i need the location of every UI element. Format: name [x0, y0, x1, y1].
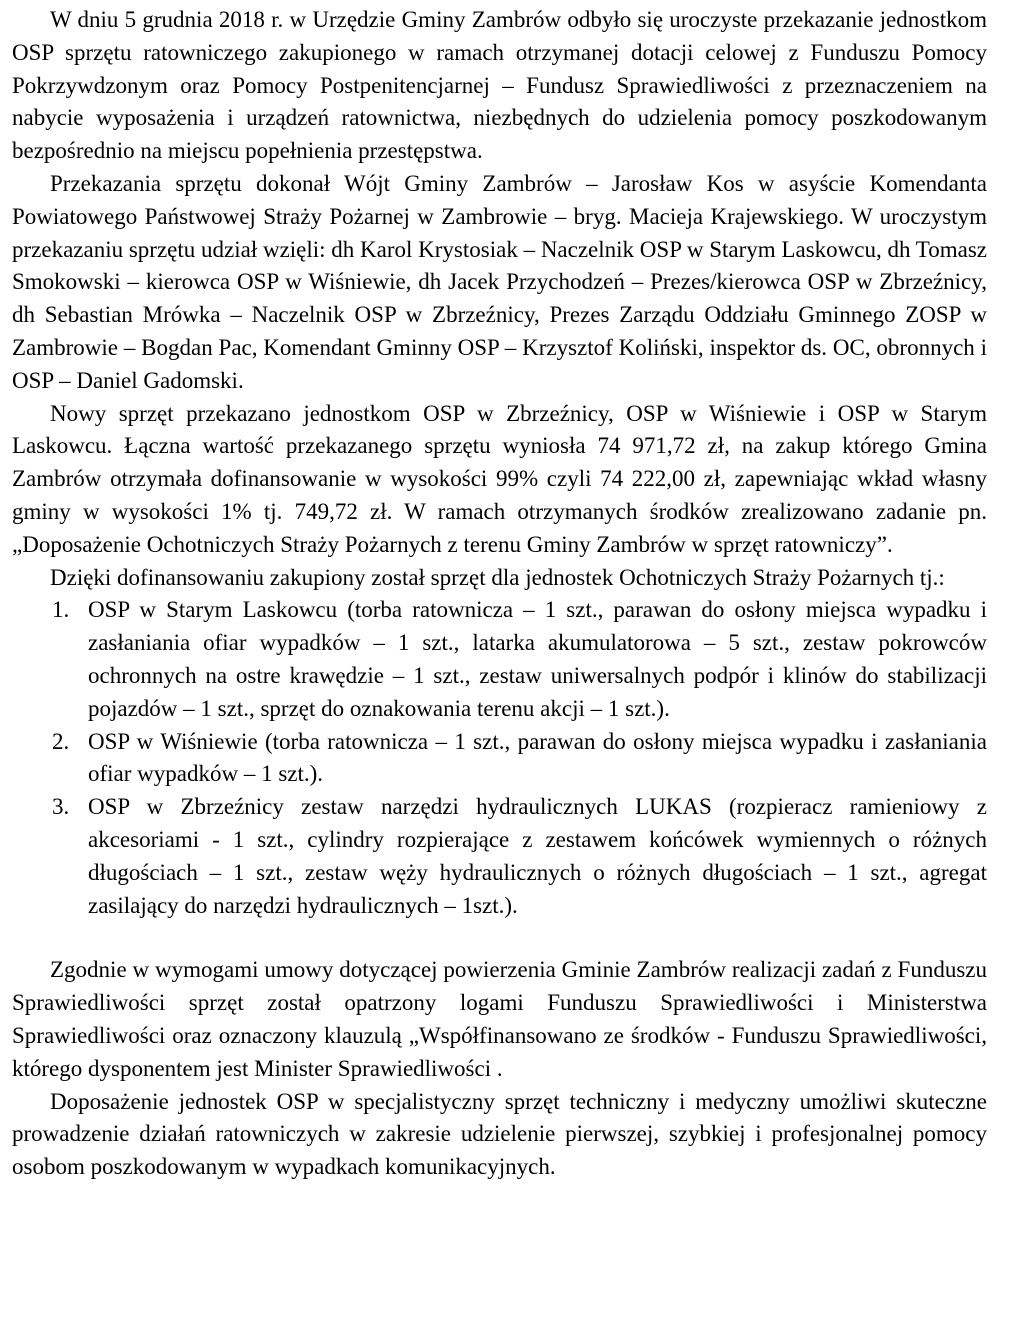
list-item-number: 1. [52, 597, 70, 623]
list-item-number: 3. [52, 794, 70, 820]
paragraph-funding: Nowy sprzęt przekazano jednostkom OSP w Zbrzeźnicy, OSP w Wiśniewie i OSP w Starym Laskowcu. Łączna wartość przekazanego sprzętu wyniosła 74 971,72 zł, na zakup którego Gmina Zambrów otrzymała dofinansowanie w wysokości 99% czyli 74 222,00 zł, zapewniając wkład własny gminy w wysokości 1% tj. 749,72 zł. W ramach otrzymanych środków zrealizowano zadanie pn. „Doposażenie Ochotniczych Straży Pożarnych z terenu Gminy Zambrów w sprzęt ratowniczy”. [12, 400, 987, 557]
list-item [12, 791, 987, 922]
list-item [12, 726, 987, 792]
list-item-text: OSP w Wiśniewie (torba ratownicza – 1 szt., parawan do osłony miejsca wypadku i zasłaniania ofiar wypadków – 1 szt.). [88, 728, 987, 787]
list-item [12, 594, 987, 725]
paragraph-conclusion: Doposażenie jednostek OSP w specjalistyczny sprzęt techniczny i medyczny umożliwi skuteczne prowadzenie działań ratowniczych w zakresie udzielenie pierwszej, szybkiej i profesjonalnej pomocy osobom poszkodowanym w wypadkach komunikacyjnych. [12, 1088, 987, 1180]
paragraph-requirements: Zgodnie w wymogami umowy dotyczącej powierzenia Gminie Zambrów realizacji zadań z Funduszu Sprawiedliwości sprzęt został opatrzony logami Funduszu Sprawiedliwości i Ministerstwa Sprawiedliwości oraz oznaczony klauzulą „Współfinansowano ze środków - Funduszu Sprawiedliwości, którego dysponentem jest Minister Sprawiedliwości . [12, 957, 987, 1081]
paragraph-equipment-intro: Dzięki dofinansowaniu zakupiony został sprzęt dla jednostek Ochotniczych Straży Pożarnych tj.: [50, 564, 945, 590]
spacer [12, 922, 987, 954]
paragraph-participants: Przekazania sprzętu dokonał Wójt Gminy Zambrów – Jarosław Kos w asyście Komendanta Powiatowego Państwowej Straży Pożarnej w Zambrowie – bryg. Macieja Krajewskiego. W uroczystym przekazaniu sprzętu udział wzięli: dh Karol Krystosiak – Naczelnik OSP w Starym Laskowcu, dh Tomasz Smokowski – kierowca OSP w Wiśniewie, dh Jacek Przychodzeń – Prezes/kierowca OSP w Zbrzeźnicy, dh Sebastian Mrówka – Naczelnik OSP w Zbrzeźnicy, Prezes Zarządu Oddziału Gminnego ZOSP w Zambrowie – Bogdan Pac, Komendant Gminny OSP – Krzysztof Koliński, inspektor ds. OC, obronnych i OSP – Daniel Gadomski. [12, 170, 987, 393]
list-item-number: 2. [52, 728, 70, 754]
equipment-list [12, 594, 987, 922]
paragraph-ceremony: W dniu 5 grudnia 2018 r. w Urzędzie Gminy Zambrów odbyło się uroczyste przekazanie jednostkom OSP sprzętu ratowniczego zakupionego w ramach otrzymanej dotacji celowej z Funduszu Pomocy Pokrzywdzonym oraz Pomocy Postpenitencjarnej – Fundusz Sprawiedliwości z przeznaczeniem na nabycie wyposażenia i urządzeń ratownictwa, niezbędnych do udzielenia pomocy poszkodowanym bezpośrednio na miejscu popełnienia przestępstwa. [12, 7, 987, 164]
list-item-text: OSP w Starym Laskowcu (torba ratownicza – 1 szt., parawan do osłony miejsca wypadku i zasłaniania ofiar wypadków – 1 szt., latarka akumulatorowa – 5 szt., zestaw pokrowców ochronnych na ostre krawędzie – 1 szt., zestaw uniwersalnych podpór i klinów do stabilizacji pojazdów – 1 szt., sprzęt do oznakowania terenu akcji – 1 szt.). [88, 597, 987, 721]
list-item-text: OSP w Zbrzeźnicy zestaw narzędzi hydraulicznych LUKAS (rozpieracz ramieniowy z akcesoriami - 1 szt., cylindry rozpierające z zestawem końcówek wymiennych o różnych długościach – 1 szt., zestaw węży hydraulicznych o różnych długościach – 1 szt., agregat zasilający do narzędzi hydraulicznych – 1szt.). [88, 794, 987, 918]
